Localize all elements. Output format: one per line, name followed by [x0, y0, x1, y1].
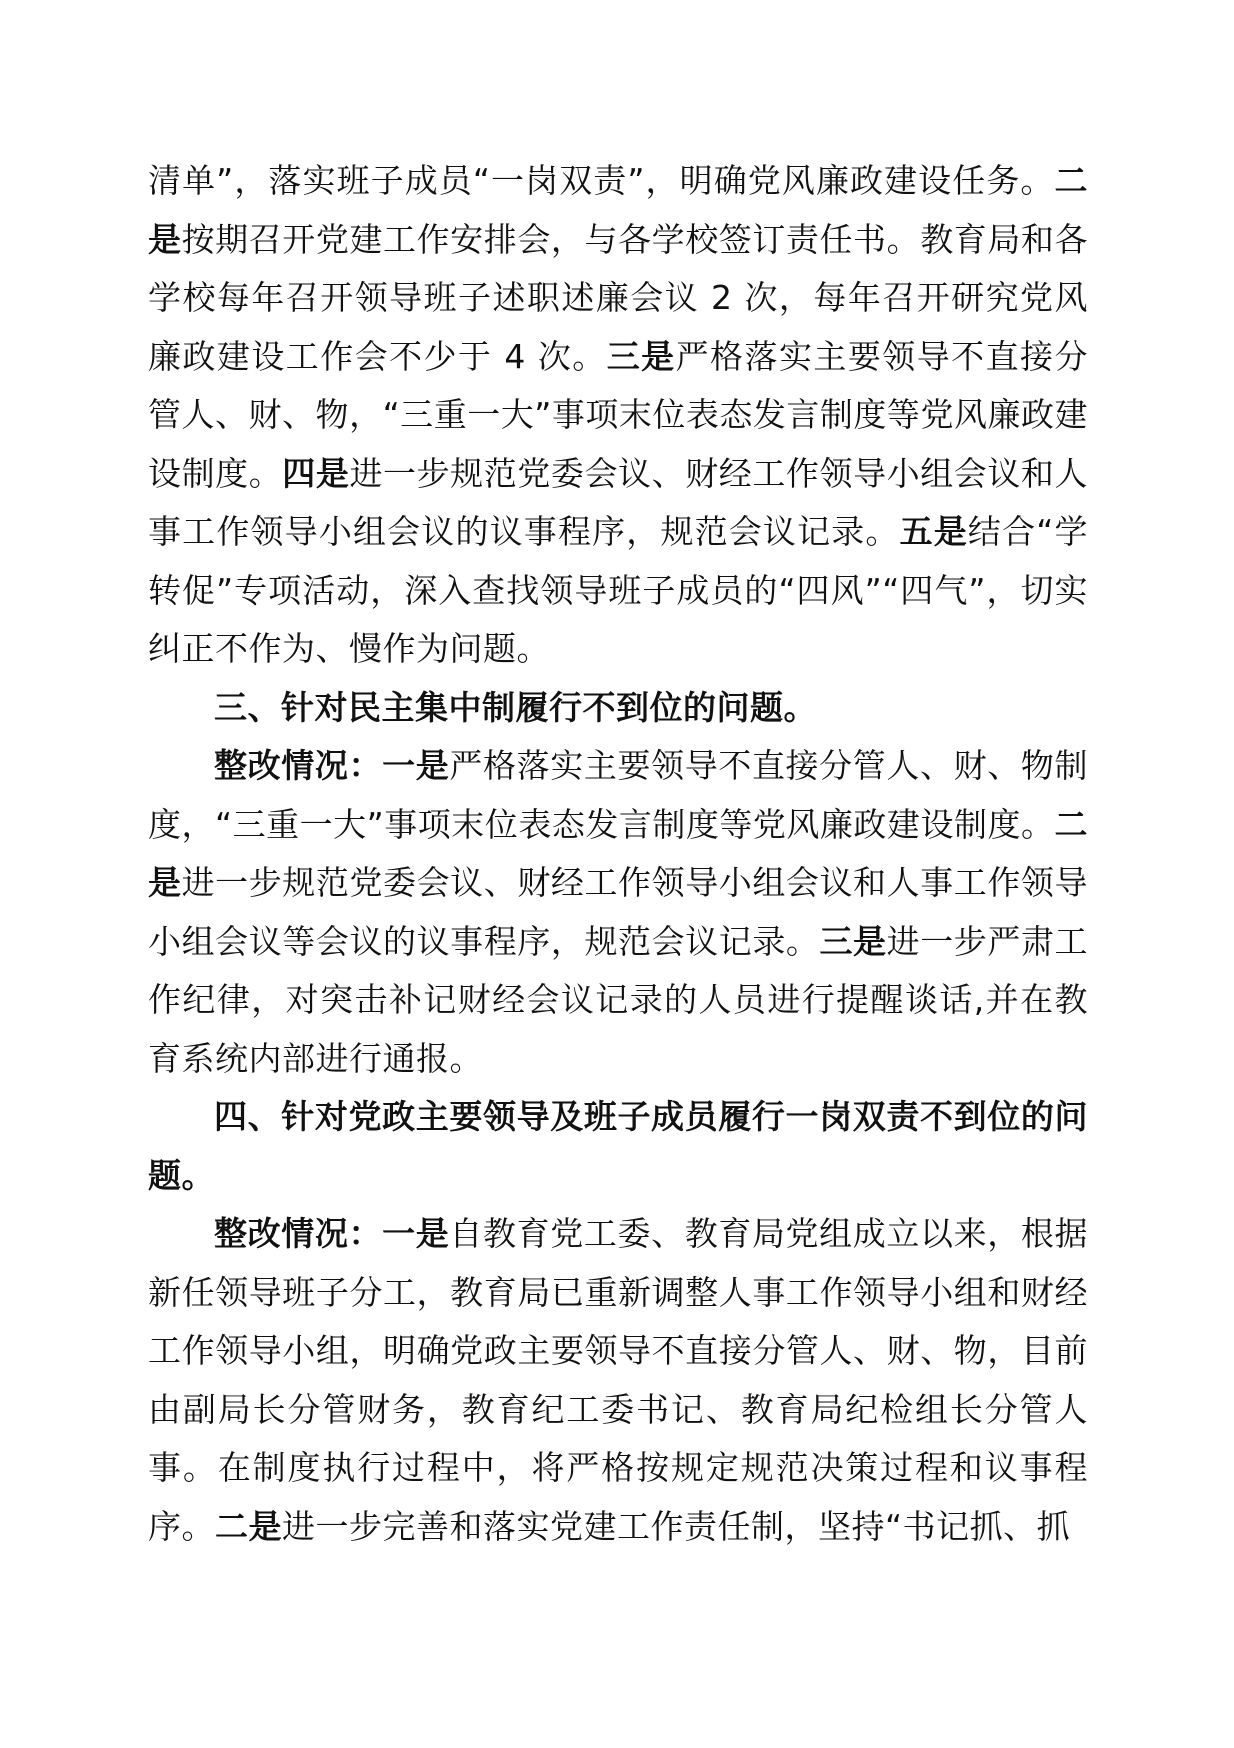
bold-marker: 二是: [148, 804, 1088, 902]
section-heading-4: 四、针对党政主要领导及班子成员履行一岗双责不到位的问题。: [148, 1097, 1088, 1195]
paragraph-text: 进一步完善和落实党建工作责任制，坚持“书记抓、抓: [282, 1506, 1071, 1546]
lead-label: 整改情况：: [214, 746, 383, 785]
paragraph-text: 清单”，落实班子成员“一岗双责”，明确党风廉政建设任务。: [148, 161, 1055, 200]
rectification-paragraph-3: [148, 737, 1088, 1088]
paragraph-continuation: [148, 152, 1088, 679]
bold-marker: 五是: [899, 512, 968, 551]
bold-marker: 三是: [819, 921, 887, 961]
paragraph-text: 进一步严肃工作纪律，对突击补记财经会议记录的人员进行提醒谈话,并在教育系统内部进行通报。: [148, 921, 1089, 1078]
rectification-paragraph-4: [148, 1205, 1088, 1556]
bold-marker: 二是: [215, 1506, 282, 1546]
bold-marker: 四是: [282, 453, 350, 493]
bold-marker: 三是: [606, 336, 676, 376]
paragraph-text: 自教育党工委、教育局党组成立以来，根据新任领导班子分工，教育局已重新调整人事工作领导小组和财经工作领导小组，明确党政主要领导不直接分管人、财、物，目前由副局长分管财务，教育纪工委书记、教育局纪检组长分管人事。在制度执行过程中，将严格按规定规范决策过程和议事程序。: [148, 1214, 1089, 1546]
lead-label: 整改情况：: [214, 1214, 383, 1253]
section-heading-3: 三、针对民主集中制履行不到位的问题。: [214, 687, 817, 727]
bold-marker: 二是: [148, 161, 1088, 259]
paragraph-text: 进一步规范党委会议、财经工作领导小组会议和人事工作领导小组会议的议事程序，规范会议记录。: [148, 453, 1089, 551]
bold-marker: 一是: [382, 1214, 450, 1253]
paragraph-text: 进一步规范党委会议、财经工作领导小组会议和人事工作领导小组会议等会议的议事程序，规范会议记录。: [148, 863, 1089, 961]
document-page: [148, 152, 1088, 1556]
paragraph-text: 按期召开党建工作安排会，与各学校签订责任书。教育局和各学校每年召开领导班子述职述廉会议 2 次，每年召开研究党风廉政建设工作会不少于 4 次。: [148, 219, 1089, 376]
paragraph-text: 结合“学转促”专项活动，深入查找领导班子成员的“四风”“四气”，切实纠正不作为、慢作为问题。: [148, 512, 1088, 668]
paragraph-text: 严格落实主要领导不直接分管人、财、物，“三重一大”事项末位表态发言制度等党风廉政建设制度。: [148, 336, 1089, 493]
bold-marker: 一是: [382, 746, 450, 785]
paragraph-text: 严格落实主要领导不直接分管人、财、物制度，“三重一大”事项末位表态发言制度等党风廉政建设制度。: [148, 746, 1089, 844]
